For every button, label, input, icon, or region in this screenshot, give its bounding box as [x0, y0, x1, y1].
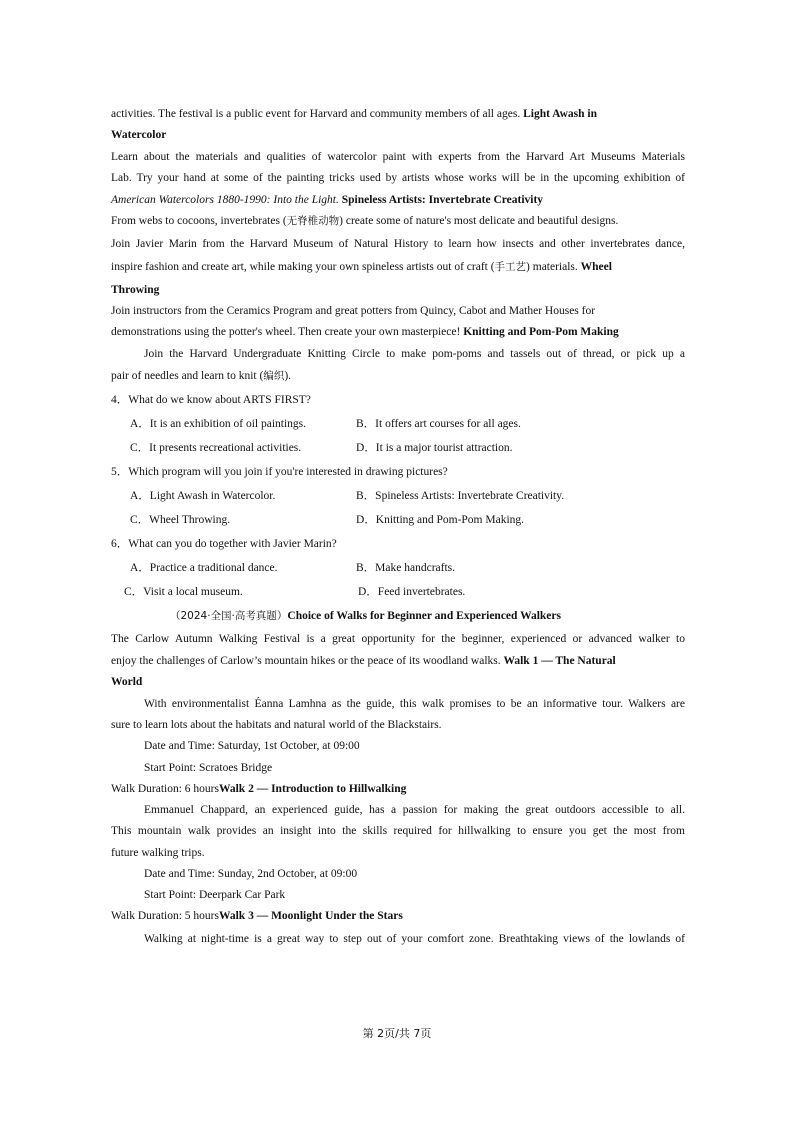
- source-tag: （2024·全国·高考真题）: [170, 610, 288, 622]
- question-stem: 4．What do we know about ARTS FIRST?: [111, 394, 311, 406]
- walk-title: Walk 3 — Moonlight Under the Stars: [219, 910, 403, 922]
- section-heading: Throwing: [111, 284, 160, 296]
- answer-option: D．It is a major tourist attraction.: [356, 442, 513, 454]
- passage-heading: [170, 608, 650, 624]
- section-heading: Knitting and Pom-Pom Making: [463, 326, 619, 338]
- passage-line: demonstrations using the potter's wheel. Then create your own masterpiece! Knitting and Pom-Pom Making: [111, 326, 619, 338]
- passage-line: Learn about the materials and qualities of watercolor paint with experts from the Harvard Art Museums Materials: [111, 151, 685, 163]
- passage-line: inspire fashion and create art, while making your own spineless artists out of craft (手工艺) materials. Wheel: [111, 261, 612, 273]
- answer-option: D．Knitting and Pom-Pom Making.: [356, 514, 525, 526]
- answer-option: D．Feed invertebrates.: [358, 586, 466, 598]
- passage-line: Walking at night-time is a great way to step out of your comfort zone. Breathtaking views of the lowlands of: [144, 933, 685, 945]
- answer-option: B．It offers art courses for all ages.: [356, 418, 521, 430]
- walk-title: Walk 2 — Introduction to Hillwalking: [219, 783, 407, 795]
- passage-line: Emmanuel Chappard, an experienced guide, has a passion for making the great outdoors accessible to all.: [144, 804, 685, 816]
- answer-option: A．It is an exhibition of oil paintings.: [130, 418, 306, 430]
- chinese-gloss: 手工艺: [494, 261, 527, 273]
- passage-line: Join the Harvard Undergraduate Knitting Circle to make pom-poms and tassels out of thread, or pick up a: [144, 348, 685, 360]
- section-heading: Wheel: [580, 261, 612, 273]
- passage-line: pair of needles and learn to knit (编织).: [111, 370, 292, 382]
- section-heading: Watercolor: [111, 129, 167, 141]
- passage-line: [111, 192, 685, 208]
- answer-option: C．Visit a local museum.: [124, 586, 243, 598]
- section-heading: Light Awash in: [523, 108, 598, 120]
- answer-option: C．Wheel Throwing.: [130, 514, 231, 526]
- page-number: 第 2页/共 7页: [362, 1027, 432, 1040]
- question-stem: 6．What can you do together with Javier Marin?: [111, 538, 337, 550]
- walk-date: Date and Time: Sunday, 2nd October, at 09:00: [144, 868, 358, 880]
- answer-option: A．Practice a traditional dance.: [130, 562, 278, 574]
- chinese-gloss: 无脊椎动物: [286, 215, 340, 227]
- passage-title: Choice of Walks for Beginner and Experienced Walkers: [287, 610, 561, 622]
- exhibition-title: American Watercolors 1880-1990: Into the Light.: [111, 194, 339, 206]
- walk-start: Start Point: Scratoes Bridge: [144, 762, 273, 774]
- answer-option: B．Spineless Artists: Invertebrate Creativity.: [356, 490, 565, 502]
- walk-start: Start Point: Deerpark Car Park: [144, 889, 286, 901]
- passage-line: From webs to cocoons, invertebrates (无脊椎动物) create some of nature's most delicate and beautiful designs.: [111, 215, 619, 227]
- chinese-gloss: 编织: [263, 370, 285, 382]
- walk-date: Date and Time: Saturday, 1st October, at 09:00: [144, 740, 360, 752]
- passage-line: [111, 781, 685, 797]
- walk-duration: Walk Duration: 5 hours: [111, 910, 219, 922]
- passage-line: The Carlow Autumn Walking Festival is a great opportunity for the beginner, experienced or advanced walker to: [111, 633, 685, 645]
- section-heading: Spineless Artists: Invertebrate Creativity: [338, 194, 544, 206]
- body-text: activities. The festival is a public event for Harvard and community members of all ages.: [111, 108, 524, 120]
- walk-title: World: [111, 676, 143, 688]
- walk-title: Walk 1 — The Natural: [503, 655, 616, 667]
- passage-line: sure to learn lots about the habitats and natural world of the Blackstairs.: [111, 719, 442, 731]
- passage-line: Join instructors from the Ceramics Program and great potters from Quincy, Cabot and Mather Houses for: [111, 305, 596, 317]
- passage-line: enjoy the challenges of Carlow’s mountain hikes or the peace of its woodland walks. Walk 1 — The Natural: [111, 655, 616, 667]
- passage-line: future walking trips.: [111, 847, 205, 859]
- answer-option: C．It presents recreational activities.: [130, 442, 302, 454]
- walk-duration: Walk Duration: 6 hours: [111, 783, 219, 795]
- passage-line: [111, 106, 685, 122]
- passage-line: With environmentalist Éanna Lamhna as the guide, this walk promises to be an informative tour. Walkers are: [144, 698, 685, 710]
- passage-line: [111, 908, 685, 924]
- passage-line: Join Javier Marin from the Harvard Museum of Natural History to learn how insects and other invertebrates dance,: [111, 238, 685, 250]
- question-stem: 5．Which program will you join if you're interested in drawing pictures?: [111, 466, 448, 478]
- answer-option: A．Light Awash in Watercolor.: [130, 490, 276, 502]
- answer-option: B．Make handcrafts.: [356, 562, 455, 574]
- passage-line: This mountain walk provides an insight into the skills required for hillwalking to ensure you get the most from: [111, 825, 685, 837]
- passage-line: Lab. Try your hand at some of the painting tricks used by artists whose works will be in the upcoming exhibition of: [111, 172, 685, 184]
